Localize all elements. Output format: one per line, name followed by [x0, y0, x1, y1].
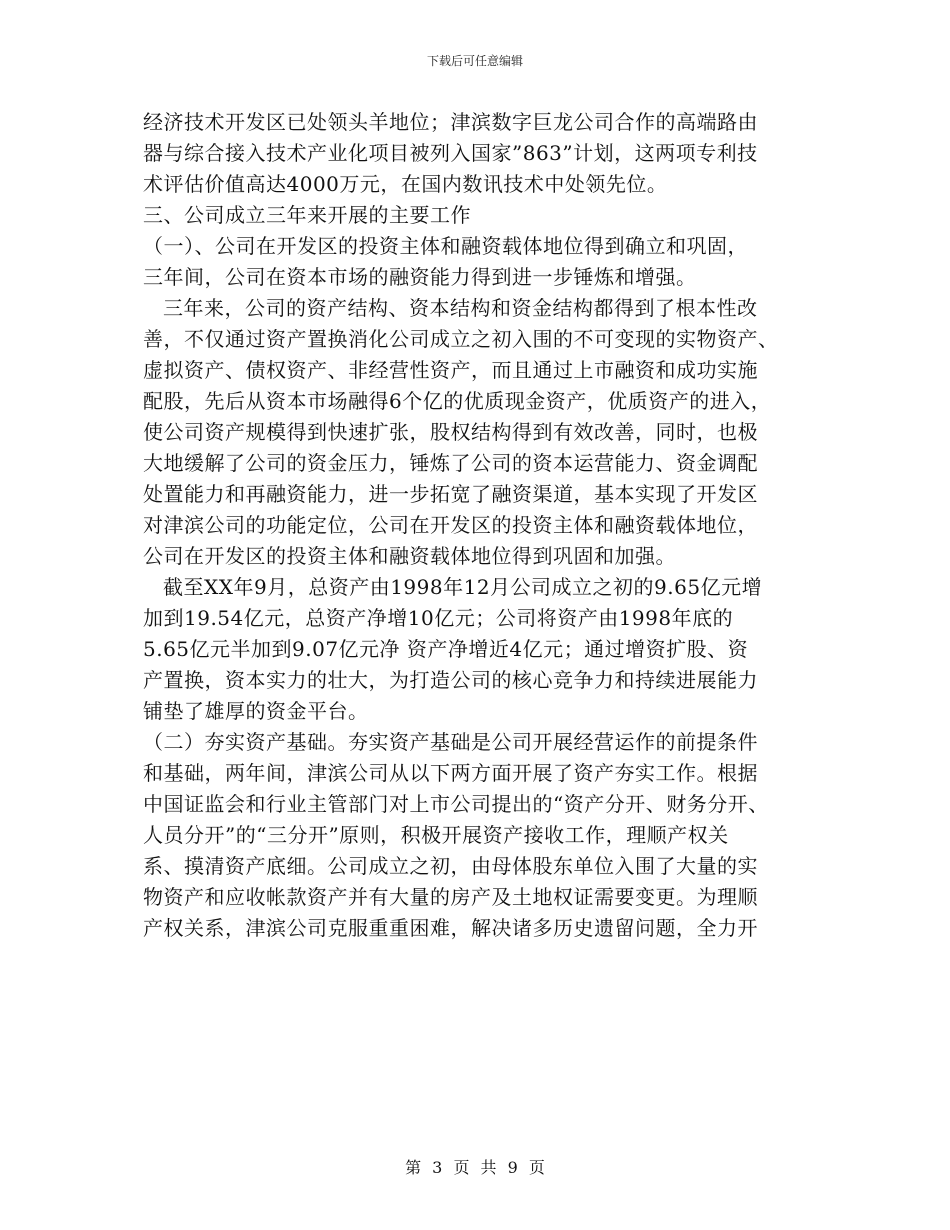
text-line: 配股，先后从资本市场融得6个亿的优质现金资产，优质资产的进入， [143, 389, 772, 413]
text-line: 虚拟资产、债权资产、非经营性资产，而且通过上市融资和成功实施 [143, 358, 758, 382]
text-line: 5.65亿元半加到9.07亿元净 资产净增近4亿元；通过增资扩股、资 [143, 637, 749, 661]
text-line: 和基础，两年间，津滨公司从以下两方面开展了资产夯实工作。根据 [143, 761, 758, 785]
text-line: 产置换，资本实力的壮大，为打造公司的核心竞争力和持续进展能力 [143, 668, 758, 692]
page-footer: 第 3 页 共 9 页 [405, 1158, 545, 1177]
text-line: 中国证监会和行业主管部门对上市公司提出的“资产分开、财务分开、 [143, 792, 769, 816]
text-line: 大地缓解了公司的资金压力，锤炼了公司的资本运营能力、资金调配 [143, 451, 758, 475]
text-line: 截至XX年9月，总资产由1998年12月公司成立之初的9.65亿元增 [163, 575, 763, 599]
text-line: 系、摸清资产底细。公司成立之初，由母体股东单位入围了大量的实 [143, 854, 758, 878]
text-line: 善，不仅通过资产置换消化公司成立之初入围的不可变现的实物资产、 [143, 327, 779, 351]
text-line: 术评估价值高达4000万元，在国内数讯技术中处领先位。 [143, 172, 668, 196]
text-line: 三年间，公司在资本市场的融资能力得到进一步锤炼和增强。 [143, 265, 697, 289]
text-line: 加到19.54亿元，总资产净增10亿元；公司将资产由1998年底的 [143, 606, 734, 630]
document-body [143, 107, 808, 944]
text-line: 人员分开”的“三分开”原则，积极开展资产接收工作，理顺产权关 [143, 823, 729, 847]
text-line: 公司在开发区的投资主体和融资载体地位得到巩固和加强。 [143, 544, 676, 568]
text-line: 铺垫了雄厚的资金平台。 [143, 699, 369, 723]
text-line: 三、公司成立三年来开展的主要工作 [143, 203, 471, 227]
page-header-note: 下载后可任意编辑 [426, 54, 523, 68]
text-line: 三年来，公司的资产结构、资本结构和资金结构都得到了根本性改 [163, 296, 758, 320]
text-line: 器与综合接入技术产业化项目被列入国家”863”计划，这两项专利技 [143, 141, 758, 165]
text-line: （二）夯实资产基础。夯实资产基础是公司开展经营运作的前提条件 [143, 730, 758, 754]
text-line: 处置能力和再融资能力，进一步拓宽了融资渠道，基本实现了开发区 [143, 482, 758, 506]
text-line: 对津滨公司的功能定位，公司在开发区的投资主体和融资载体地位， [143, 513, 758, 537]
text-line: 使公司资产规模得到快速扩张，股权结构得到有效改善，同时，也极 [143, 420, 758, 444]
text-line: （一）、公司在开发区的投资主体和融资载体地位得到确立和巩固， [143, 234, 748, 258]
text-line: 产权关系，津滨公司克服重重困难，解决诸多历史遗留问题，全力开 [143, 916, 758, 940]
text-line: 物资产和应收帐款资产并有大量的房产及土地权证需要变更。为理顺 [143, 885, 758, 909]
text-line: 经济技术开发区已处领头羊地位；津滨数字巨龙公司合作的高端路由 [143, 110, 758, 134]
